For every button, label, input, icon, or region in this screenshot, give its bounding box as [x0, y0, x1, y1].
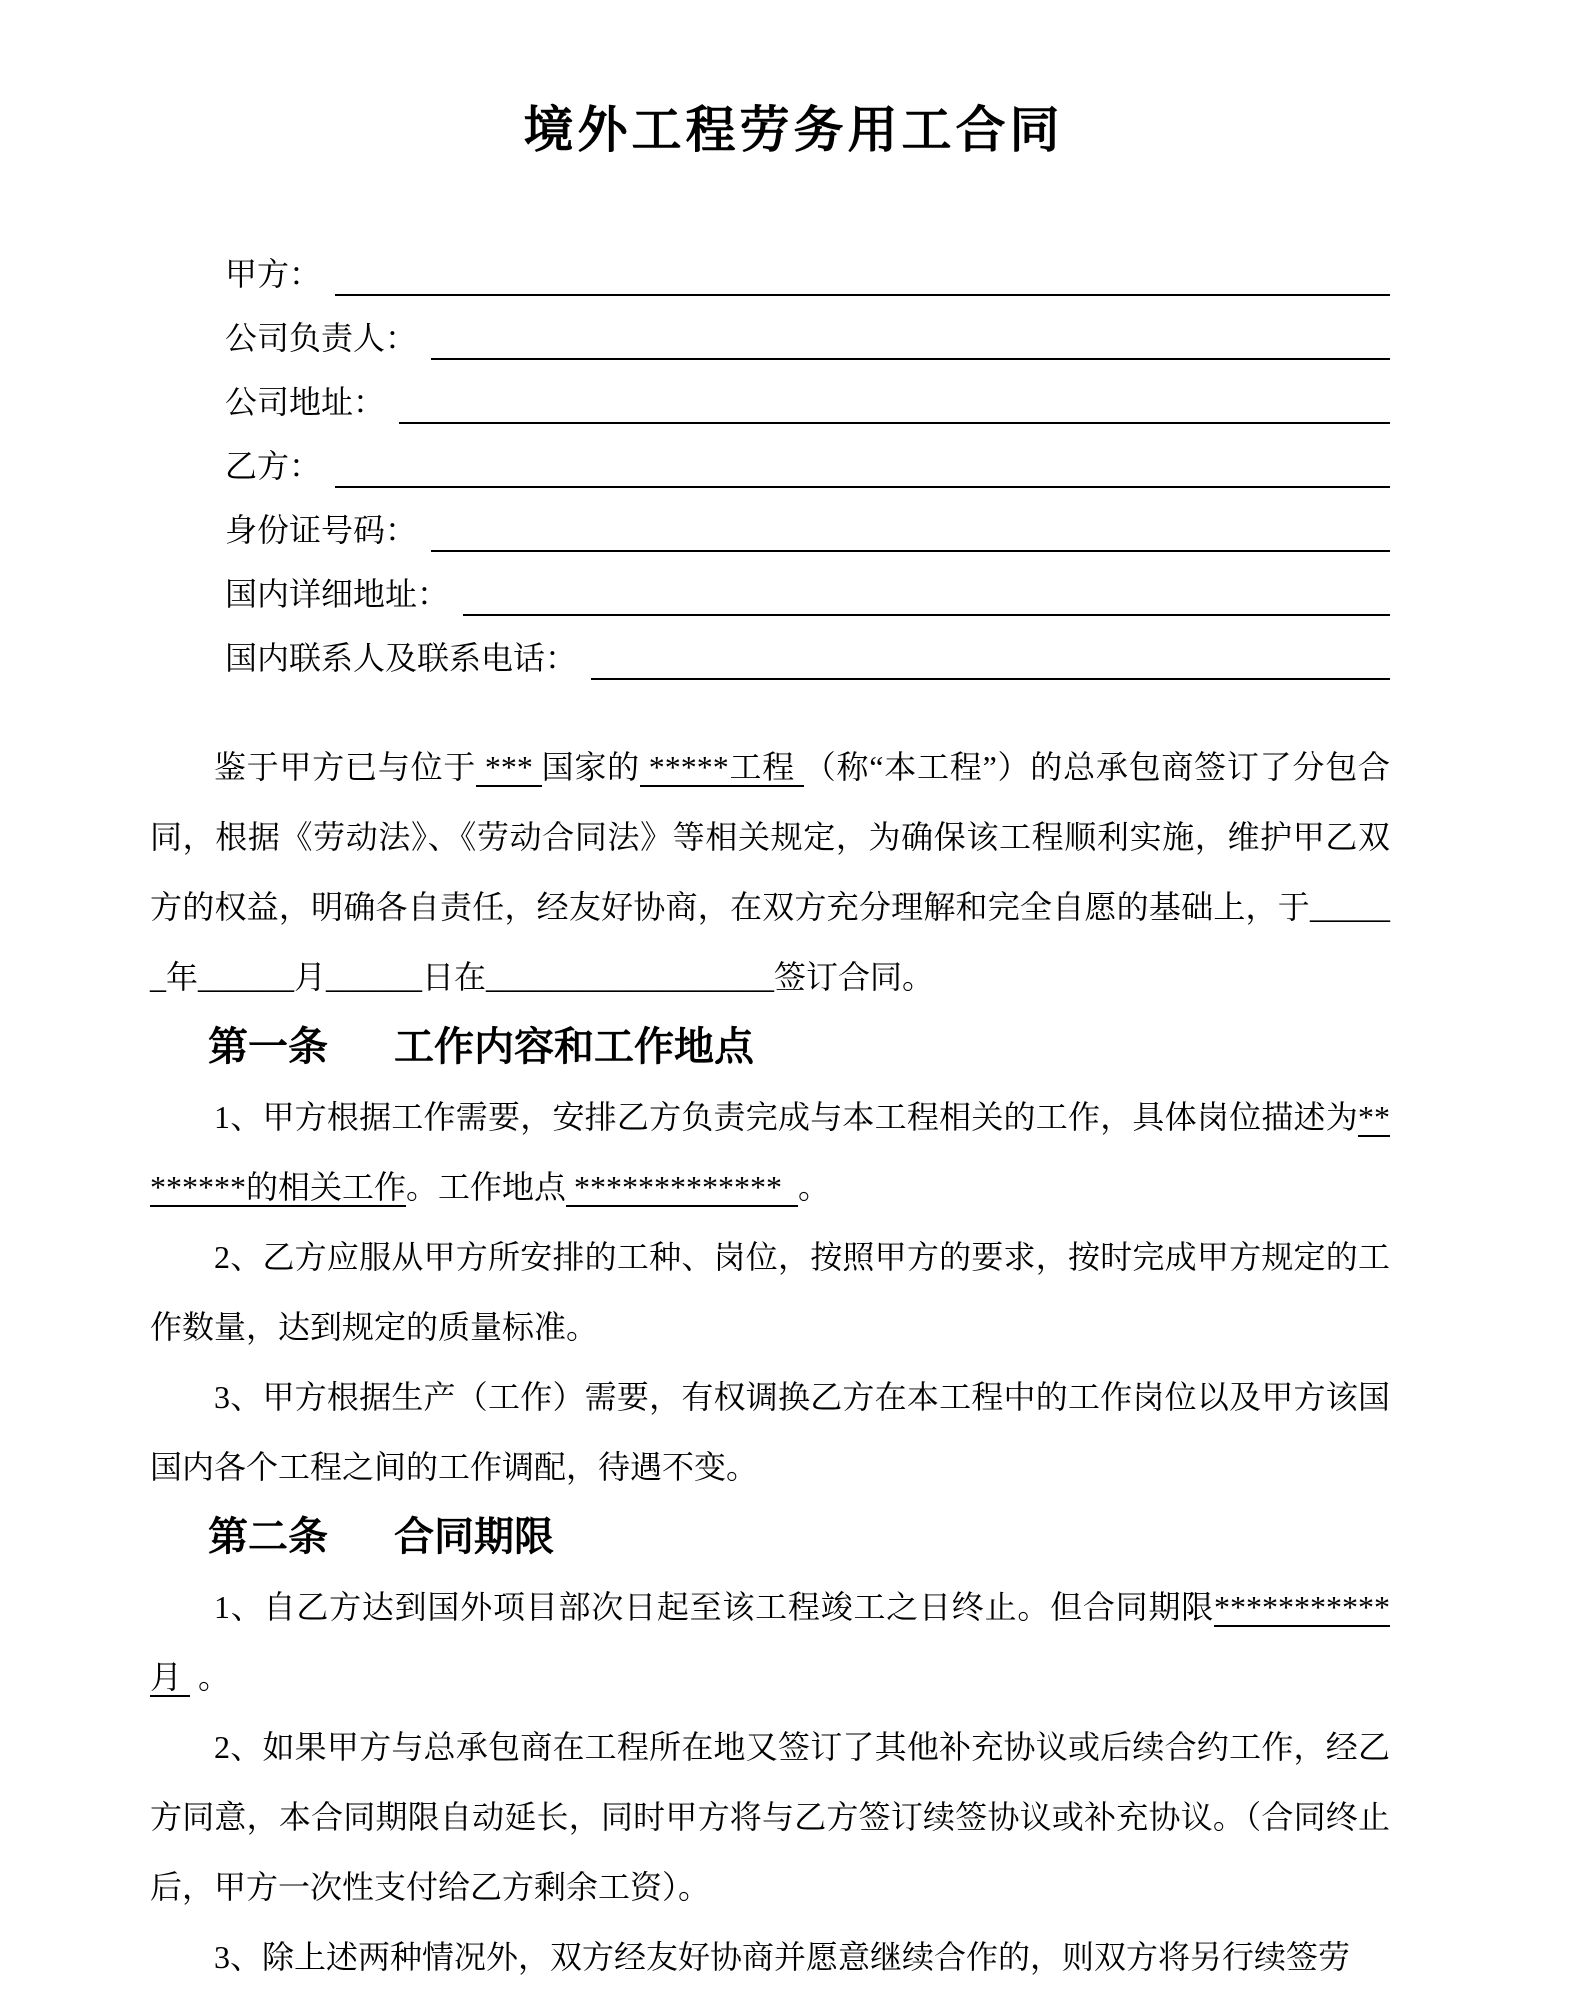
field-label: 甲方：	[225, 256, 322, 293]
field-label: 公司负责人：	[225, 320, 418, 357]
text-run: 2、如果甲方与总承包商在工程所在地又签订了其他补充协议或后续合约工作，经乙方同意，本合同期限自动延长，同时甲方将与乙方签订续签协议或补充协议。（合同终止后，甲方一次性支付给乙方剩余工资）。	[150, 1729, 1390, 1905]
text-run: 日在	[422, 959, 487, 995]
contract-body	[150, 732, 1390, 1992]
field-blank-line[interactable]	[399, 378, 1390, 424]
text-run: 月	[294, 959, 327, 995]
field-blank-line[interactable]	[463, 570, 1390, 616]
fill-in-blank[interactable]: *************	[566, 1169, 799, 1205]
field-blank-line[interactable]	[431, 506, 1390, 552]
field-label: 身份证号码：	[225, 512, 418, 549]
section-heading	[150, 1012, 1390, 1082]
text-run: ______	[198, 959, 295, 995]
fill-in-blank[interactable]: ********的相关工作	[150, 1099, 1390, 1205]
form-row	[225, 488, 1390, 552]
header-form	[225, 232, 1390, 680]
section-title: 合同期限	[394, 1514, 554, 1559]
paragraph	[150, 1222, 1390, 1362]
text-run: 年	[166, 959, 199, 995]
field-label: 公司地址：	[225, 384, 386, 421]
field-blank-line[interactable]	[335, 442, 1390, 488]
fill-in-blank[interactable]: *****工程	[639, 749, 804, 785]
form-row	[225, 360, 1390, 424]
field-blank-line[interactable]	[431, 314, 1390, 360]
fill-in-blank[interactable]: ***	[476, 749, 542, 785]
text-run: 1、自乙方达到国外项目部次日起至该工程竣工之日终止。但合同期限	[214, 1589, 1214, 1625]
field-blank-line[interactable]	[591, 634, 1390, 680]
text-run: 国家的	[541, 749, 640, 785]
text-run: 3、除上述两种情况外，双方经友好协商并愿意继续合作的，则双方将另行续签劳	[214, 1939, 1351, 1975]
paragraph	[150, 1362, 1390, 1502]
text-run: （称“本工程”）的总承包商签订了分包合同，根据《劳动法》、《劳动合同法》等相关规定，为确保该工程顺利实施，维护甲乙双方的权益，明确各自责任，经友好协商，在双方充分理解和完全自愿的基础上，于	[150, 749, 1390, 925]
field-label: 乙方：	[225, 448, 322, 485]
paragraph	[150, 732, 1390, 1012]
text-run: 签订合同。	[774, 959, 935, 995]
section-title: 工作内容和工作地点	[394, 1024, 754, 1069]
fill-in-blank[interactable]: ***********月	[150, 1589, 1390, 1695]
form-row	[225, 296, 1390, 360]
section-heading	[150, 1502, 1390, 1572]
text-run: 鉴于甲方已与位于	[214, 749, 477, 785]
text-run: 。工作地点	[406, 1169, 567, 1205]
text-run: ______	[326, 959, 423, 995]
field-label: 国内详细地址：	[225, 576, 450, 613]
text-run: ______	[150, 889, 1390, 995]
text-run: __________________	[486, 959, 775, 995]
page-title: 境外工程劳务用工合同	[523, 102, 1064, 158]
form-row	[225, 232, 1390, 296]
text-run: 。	[190, 1659, 231, 1695]
text-run: 。	[798, 1169, 831, 1205]
field-label: 国内联系人及联系电话：	[225, 640, 578, 677]
section-number: 第二条	[208, 1514, 328, 1559]
paragraph	[150, 1082, 1390, 1222]
text-run: 3、甲方根据生产（工作）需要，有权调换乙方在本工程中的工作岗位以及甲方该国国内各个工程之间的工作调配，待遇不变。	[150, 1379, 1390, 1485]
section-number: 第一条	[208, 1024, 328, 1069]
text-run: 1、甲方根据工作需要，安排乙方负责完成与本工程相关的工作，具体岗位描述为	[214, 1099, 1358, 1135]
field-blank-line[interactable]	[335, 250, 1390, 296]
paragraph	[150, 1572, 1390, 1712]
form-row	[225, 552, 1390, 616]
text-run: 2、乙方应服从甲方所安排的工种、岗位，按照甲方的要求，按时完成甲方规定的工作数量，达到规定的质量标准。	[150, 1239, 1390, 1345]
paragraph	[150, 1712, 1390, 1922]
form-row	[225, 424, 1390, 488]
paragraph	[150, 1922, 1390, 1992]
form-row	[225, 616, 1390, 680]
